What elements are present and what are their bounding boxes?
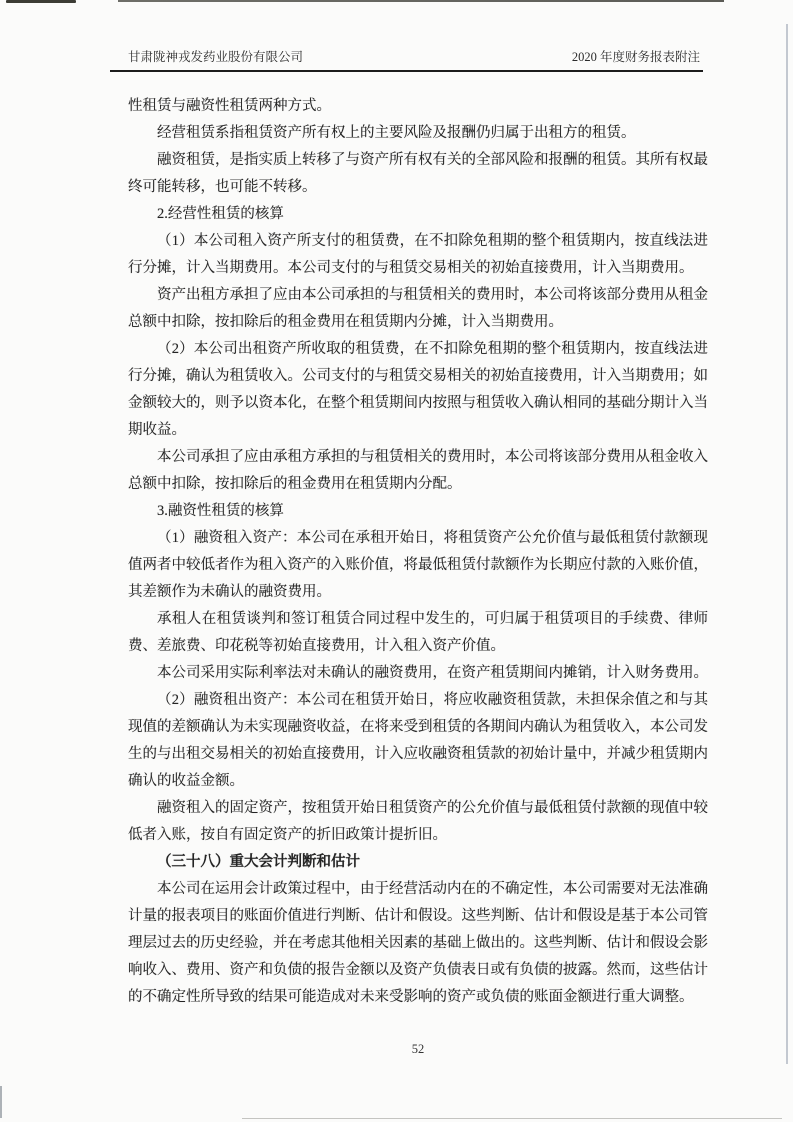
paragraph-continuation: 性租赁与融资性租赁两种方式。: [128, 98, 331, 114]
page-footer: [128, 1042, 708, 1057]
scan-artifact-top-left: [6, 0, 76, 3]
scan-artifact-left: [0, 1086, 2, 1118]
paragraph-operating-lease-item-1: （1）本公司租入资产所支付的租赁费，在不扣除免租期的整个租赁期内，按直线法进行分摊，计入当期费用。本公司支付的与租赁交易相关的初始直接费用，计入当期费用。: [128, 233, 708, 276]
paragraph-finance-lease-initial-cost: 承租人在租赁谈判和签订租赁合同过程中发生的，可归属于租赁项目的手续费、律师费、差旅费、印花税等初始直接费用，计入租入资产价值。: [128, 611, 708, 654]
subsection-heading-operating-lease: 2.经营性租赁的核算: [157, 206, 284, 222]
section-heading-judgments-estimates: （三十八）重大会计判断和估计: [157, 854, 360, 870]
paragraph-operating-lease-def: 经营租赁系指租赁资产所有权上的主要风险及报酬仍归属于出租方的租赁。: [157, 125, 636, 141]
paragraph-judgments-estimates: 本公司在运用会计政策过程中，由于经营活动内在的不确定性，本公司需要对无法准确计量的报表项目的账面价值进行判断、估计和假设。这些判断、估计和假设是基于本公司管理层过去的历史经验，并在考虑其他相关因素的基础上做出的。这些判断、估计和假设会影响收入、费用、资产和负债的报告金额以及资产负债表日或有负债的披露。然而，这些估计的不确定性所导致的结果可能造成对未来受影响的资产或负债的账面金额进行重大调整。: [128, 881, 708, 1005]
scan-artifact-top: [118, 0, 724, 2]
header-rule: [110, 70, 703, 72]
paragraph-finance-lease-def: 融资租赁，是指实质上转移了与资产所有权有关的全部风险和报酬的租赁。其所有权最终可能转移，也可能不转移。: [128, 152, 708, 195]
paragraph-operating-lease-lessee-cost: 本公司承担了应由承租方承担的与租赁相关的费用时，本公司将该部分费用从租金收入总额中扣除，按扣除后的租金费用在租赁期内分配。: [128, 449, 708, 492]
paragraph-finance-leased-fixed-assets: 融资租入的固定资产，按租赁开始日租赁资产的公允价值与最低租赁付款额的现值中较低者入账，按自有固定资产的折旧政策计提折旧。: [128, 800, 708, 843]
scan-artifact-right: [786, 24, 788, 1064]
paragraph-finance-lease-item-2: （2）融资租出资产：本公司在租赁开始日，将应收融资租赁款，未担保余值之和与其现值的差额确认为未实现融资收益，在将来受到租赁的各期间内确认为租赁收入，本公司发生的与出租交易相关的初始直接费用，计入应收融资租赁款的初始计量中，并减少租赁期内确认的收益金额。: [128, 692, 708, 789]
page-number: 52: [411, 1042, 425, 1056]
header-company-name: 甘肃陇神戎发药业股份有限公司: [128, 50, 304, 64]
paragraph-operating-lease-lessor-cost: 资产出租方承担了应由本公司承担的与租赁相关的费用时，本公司将该部分费用从租金总额中扣除，按扣除后的租金费用在租赁期内分摊，计入当期费用。: [128, 287, 708, 330]
document-body: [128, 93, 708, 1011]
header-doc-title: 2020 年度财务报表附注: [571, 50, 700, 64]
scan-artifact-bottom: [242, 1118, 782, 1119]
page-header: [128, 49, 700, 66]
paragraph-effective-interest: 本公司采用实际利率法对未确认的融资费用，在资产租赁期间内摊销，计入财务费用。: [157, 665, 708, 681]
subsection-heading-finance-lease: 3.融资性租赁的核算: [157, 503, 284, 519]
paragraph-finance-lease-item-1: （1）融资租入资产：本公司在承租开始日，将租赁资产公允价值与最低租赁付款额现值两者中较低者作为租入资产的入账价值，将最低租赁付款额作为长期应付款的入账价值，其差额作为未确认的融资费用。: [128, 530, 708, 600]
paragraph-operating-lease-item-2: （2）本公司出租资产所收取的租赁费，在不扣除免租期的整个租赁期内，按直线法进行分摊，确认为租赁收入。公司支付的与租赁交易相关的初始直接费用，计入当期费用；如金额较大的，则予以资本化，在整个租赁期间内按照与租赁收入确认相同的基础分期计入当期收益。: [128, 341, 708, 438]
